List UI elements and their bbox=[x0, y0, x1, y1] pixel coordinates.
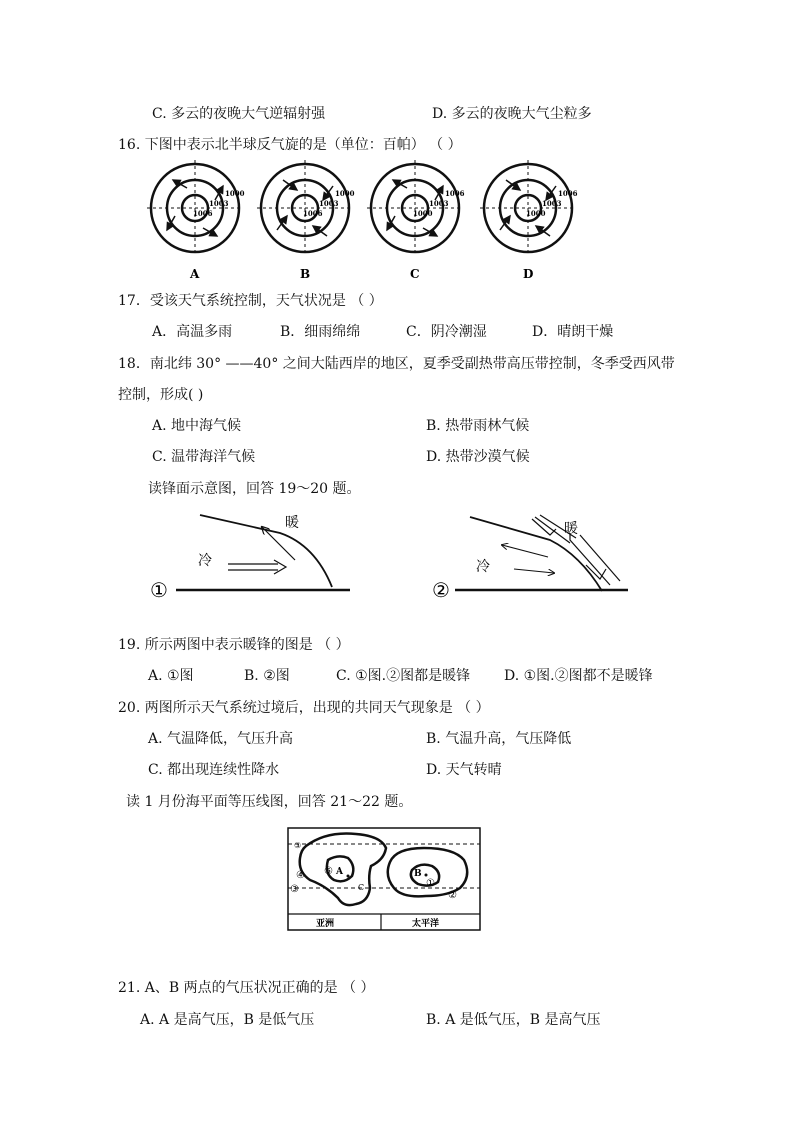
q18-stem-line2: 控制，形成( ) bbox=[118, 387, 204, 403]
cyclone-diagram-c bbox=[367, 160, 465, 256]
asia-label: 亚洲 bbox=[316, 919, 335, 929]
q21-stem: 21. A、B 两点的气压状况正确的是 （ ） bbox=[118, 980, 375, 996]
label-3-left: ③ bbox=[290, 884, 299, 895]
front-figure-number: ① bbox=[150, 578, 168, 602]
q18-option-b: B. 热带雨林气候 bbox=[426, 418, 530, 434]
svg-text:1003: 1003 bbox=[542, 199, 562, 208]
q17-option-c: C．阴冷潮湿 bbox=[406, 324, 487, 340]
q18-option-a: A. 地中海气候 bbox=[152, 418, 242, 434]
q18-stem-line1: 18．南北纬 30° ——40° 之间大陆西岸的地区，夏季受副热带高压带控制，冬季受西风带 bbox=[118, 356, 675, 372]
front-figure-1 bbox=[150, 515, 350, 602]
q20-stem: 20. 两图所示天气系统过境后，出现的共同天气现象是 （ ） bbox=[118, 700, 490, 716]
isobar-label-inner: 1006 bbox=[193, 209, 213, 218]
q19-option-d: D. ①图.②图都不是暖锋 bbox=[504, 668, 653, 684]
svg-text:1006: 1006 bbox=[558, 189, 578, 198]
front-diagrams bbox=[150, 505, 640, 605]
cyclone-diagrams bbox=[140, 158, 640, 284]
point-c: C bbox=[358, 883, 365, 892]
q20-option-d: D. 天气转晴 bbox=[426, 762, 502, 778]
q19-stem: 19. 所示两图中表示暖锋的图是 （ ） bbox=[118, 637, 350, 653]
svg-text:暖: 暖 bbox=[564, 521, 578, 537]
front-intro: 读锋面示意图，回答 19～20 题。 bbox=[148, 481, 361, 497]
q19-option-b: B. ②图 bbox=[244, 668, 290, 684]
q17-option-a: A．高温多雨 bbox=[152, 324, 233, 340]
label-5: ⑤ bbox=[324, 866, 333, 877]
q17-option-d: D．晴朗干燥 bbox=[532, 324, 614, 340]
label-3-top: ③ bbox=[294, 841, 302, 850]
label-4: ④ bbox=[296, 870, 305, 881]
q19-option-a: A. ①图 bbox=[148, 668, 194, 684]
q20-option-c: C. 都出现连续性降水 bbox=[148, 762, 280, 778]
q17-stem: 17．受该天气系统控制，天气状况是 （ ） bbox=[118, 293, 383, 309]
svg-text:1003: 1003 bbox=[429, 199, 449, 208]
svg-text:1003: 1003 bbox=[319, 199, 339, 208]
isobar-label-outer: 1000 bbox=[225, 189, 245, 198]
svg-text:1000: 1000 bbox=[413, 209, 433, 218]
diagram-label-a: A bbox=[190, 267, 200, 281]
diagram-label-b: B bbox=[300, 267, 311, 281]
pacific-label: 太平洋 bbox=[412, 919, 440, 929]
q18-option-c: C. 温带海洋气候 bbox=[152, 449, 256, 465]
svg-text:冷: 冷 bbox=[476, 559, 490, 575]
svg-text:1000: 1000 bbox=[335, 189, 355, 198]
isobar-map bbox=[286, 826, 482, 932]
q20-option-b: B. 气温升高，气压降低 bbox=[426, 731, 572, 747]
q16-stem: 16. 下图中表示北半球反气旋的是（单位：百帕） （ ） bbox=[118, 137, 462, 153]
warm-label: 暖 bbox=[285, 515, 299, 531]
q17-option-b: B．细雨绵绵 bbox=[280, 324, 361, 340]
q15-option-c: C. 多云的夜晚大气逆辐射强 bbox=[152, 106, 326, 122]
front-figure-2 bbox=[432, 515, 628, 602]
cyclone-diagram-b bbox=[257, 160, 355, 256]
point-b: B bbox=[414, 869, 422, 879]
q15-option-d: D. 多云的夜晚大气尘粒多 bbox=[432, 106, 592, 122]
point-a: A bbox=[336, 867, 343, 877]
svg-text:1006: 1006 bbox=[445, 189, 465, 198]
q21-option-b: B. A 是低气压，B 是高气压 bbox=[426, 1012, 601, 1028]
q18-option-d: D. 热带沙漠气候 bbox=[426, 449, 530, 465]
q19-option-c: C. ①图.②图都是暖锋 bbox=[336, 668, 471, 684]
diagram-label-c: C bbox=[410, 267, 420, 281]
isobar-label-middle: 1003 bbox=[209, 199, 229, 208]
svg-text:1000: 1000 bbox=[526, 209, 546, 218]
q20-option-a: A. 气温降低，气压升高 bbox=[148, 731, 294, 747]
svg-text:②: ② bbox=[432, 578, 450, 602]
map-intro: 读 1 月份海平面等压线图，回答 21～22 题。 bbox=[126, 794, 413, 810]
label-1: ① bbox=[426, 878, 435, 889]
q21-option-a: A. A 是高气压，B 是低气压 bbox=[140, 1012, 315, 1028]
cold-label: 冷 bbox=[198, 553, 212, 569]
svg-text:1006: 1006 bbox=[303, 209, 323, 218]
cyclone-diagram-d bbox=[480, 160, 578, 256]
cyclone-diagram-a bbox=[147, 160, 245, 256]
diagram-label-d: D bbox=[523, 267, 534, 281]
label-2: ② bbox=[448, 890, 457, 901]
